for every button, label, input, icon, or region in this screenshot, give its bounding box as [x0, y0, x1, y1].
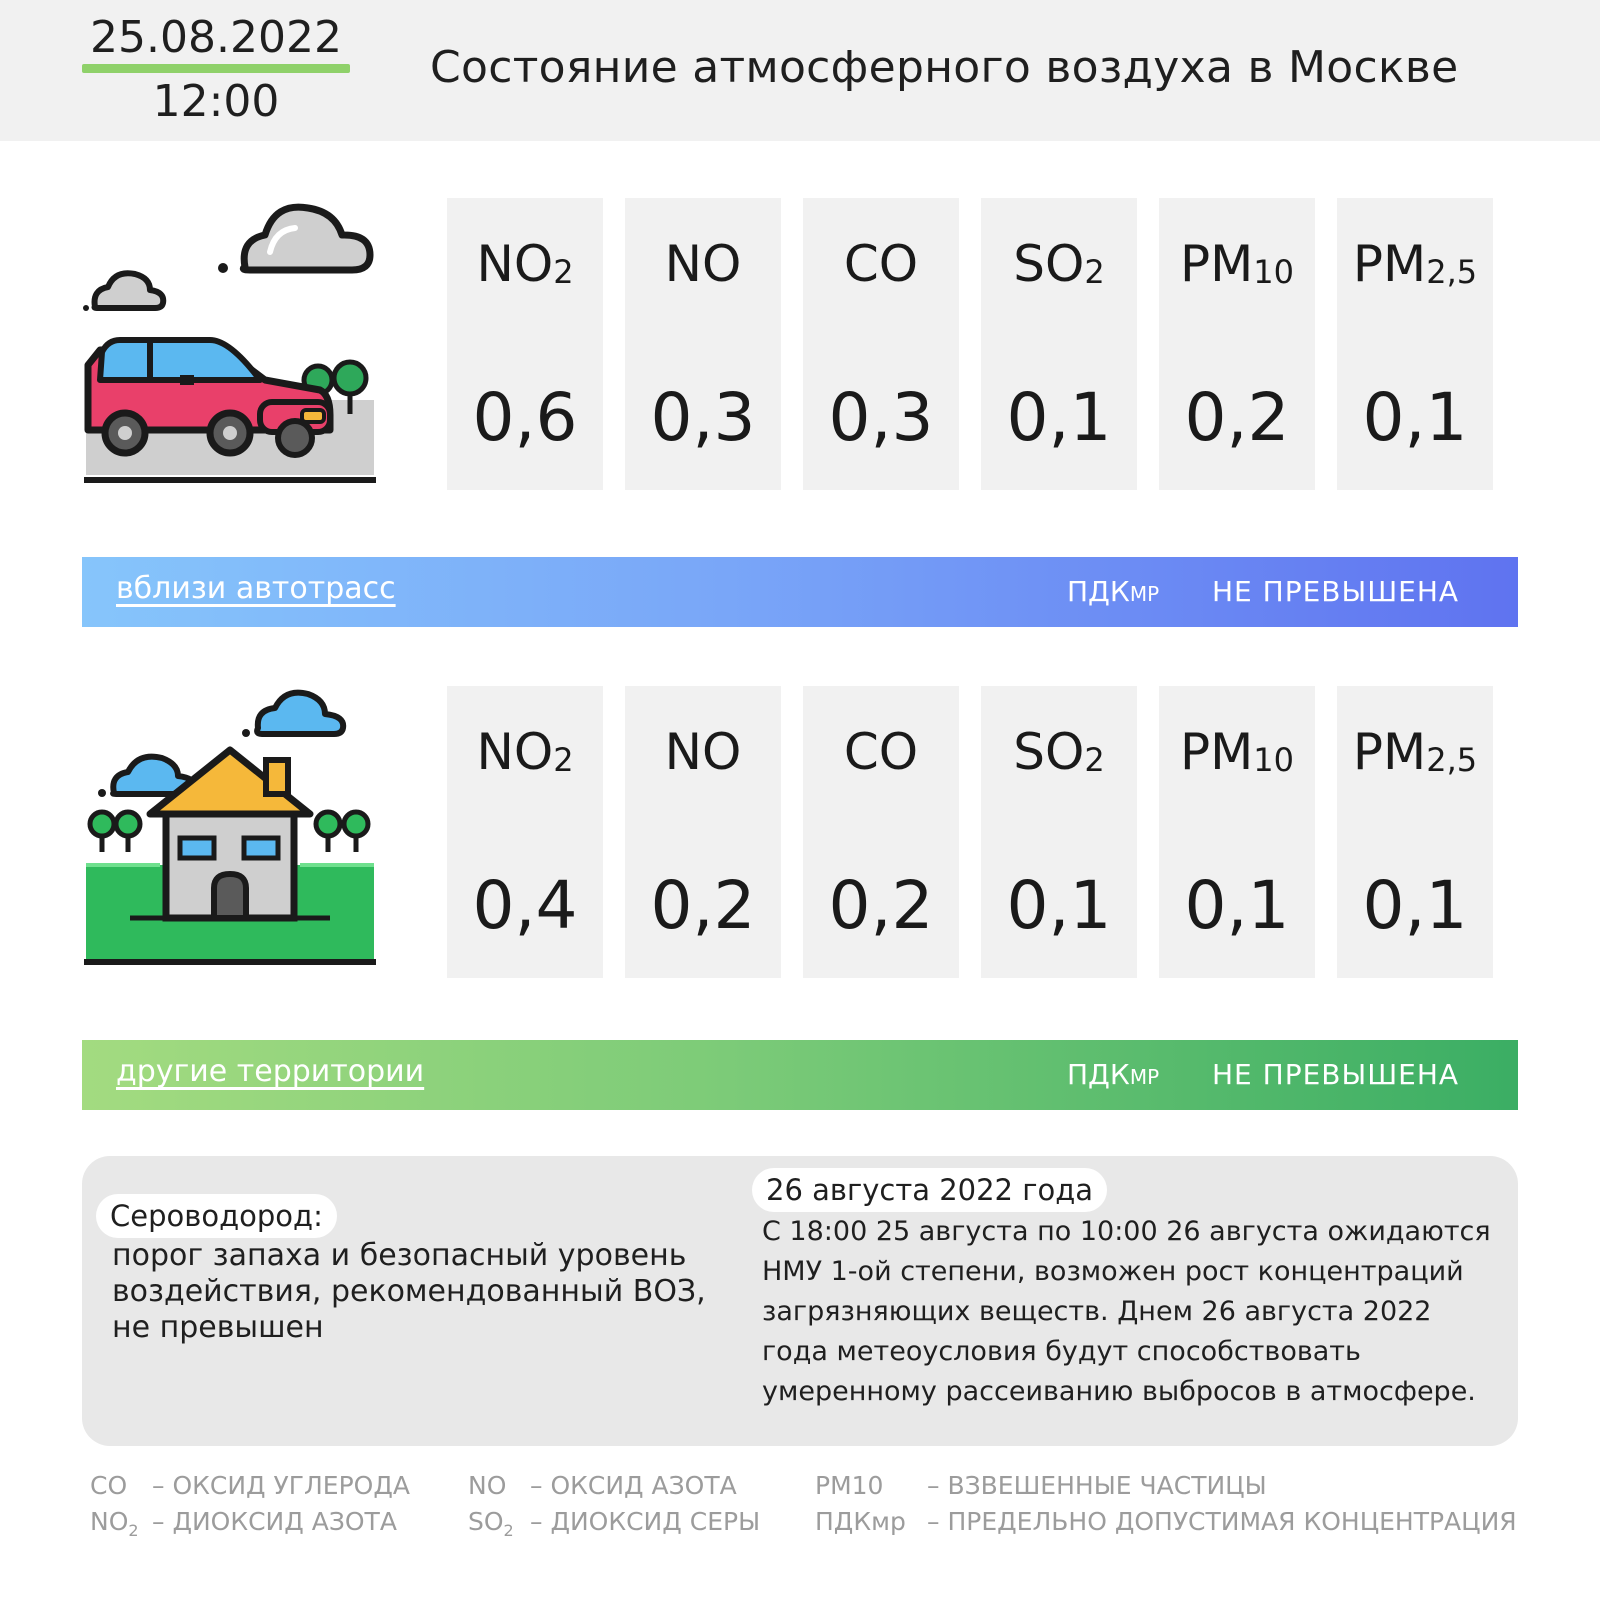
- label-main: SO: [1013, 723, 1085, 781]
- label-sub: 2,5: [1426, 253, 1478, 291]
- legend-row-co: [90, 1468, 410, 1504]
- card-pm25: [1337, 198, 1493, 490]
- pollutant-value: 0,3: [650, 379, 756, 456]
- legend-text: – ДИОКСИД СЕРЫ: [530, 1507, 761, 1536]
- forecast-date: 26 августа 2022 года: [752, 1168, 1107, 1212]
- legend-row-no2: [90, 1504, 410, 1549]
- legend-text: – ВЗВЕШЕННЫЕ ЧАСТИЦЫ: [927, 1471, 1267, 1500]
- page-title: Состояние атмосферного воздуха в Москве: [430, 42, 1459, 93]
- h2s-title: Сероводород:: [96, 1194, 337, 1238]
- pollutant-value: 0,1: [1184, 867, 1290, 944]
- card-co: [803, 686, 959, 978]
- status-text: НЕ ПРЕВЫШЕНА: [1212, 1058, 1460, 1091]
- label-main: NO: [476, 235, 554, 293]
- legend-abbr-main: SO: [468, 1507, 504, 1536]
- pollutant-value: 0,1: [1362, 867, 1468, 944]
- pollutant-label: [1159, 234, 1315, 300]
- legend-column-1: [90, 1468, 410, 1549]
- pollutant-value: 0,3: [828, 379, 934, 456]
- pdk-label: [1067, 1055, 1159, 1097]
- legend-row-pdk: [815, 1504, 1517, 1540]
- label-main: CO: [843, 235, 919, 293]
- card-so2: [981, 198, 1137, 490]
- label-sub: 2: [553, 741, 574, 779]
- pollutant-value: 0,6: [472, 379, 578, 456]
- card-no2: [447, 686, 603, 978]
- zone-link-other[interactable]: другие территории: [116, 1054, 425, 1089]
- legend-column-3: [815, 1468, 1517, 1540]
- pollutant-label: [803, 234, 959, 300]
- pollutant-value: 0,2: [1184, 379, 1290, 456]
- pollutant-label: [625, 722, 781, 788]
- card-pm10: [1159, 198, 1315, 490]
- status-text: НЕ ПРЕВЫШЕНА: [1212, 575, 1460, 608]
- card-pm25: [1337, 686, 1493, 978]
- car-road-illustration: [80, 190, 380, 500]
- legend-abbr-sub: 2: [503, 1521, 514, 1540]
- label-main: PM: [1352, 723, 1427, 781]
- label-main: NO: [476, 723, 554, 781]
- label-sub: 10: [1253, 741, 1294, 779]
- label-main: NO: [664, 235, 742, 293]
- label-main: CO: [843, 723, 919, 781]
- label-main: PM: [1179, 235, 1254, 293]
- legend-column-2: [468, 1468, 760, 1549]
- report-date: 25.08.2022: [90, 12, 342, 63]
- pollutant-label: [981, 722, 1137, 788]
- legend-row-no: [468, 1468, 760, 1504]
- label-main: PM: [1352, 235, 1427, 293]
- legend-text: – ОКСИД АЗОТА: [530, 1471, 737, 1500]
- report-time: 12:00: [152, 76, 280, 127]
- legend-text: – ДИОКСИД АЗОТА: [152, 1507, 397, 1536]
- legend-abbr: [468, 1504, 530, 1549]
- card-no2: [447, 198, 603, 490]
- pollutant-cards-highway: [447, 198, 1495, 490]
- pollutant-value: 0,1: [1006, 379, 1112, 456]
- label-sub: 2: [1084, 253, 1105, 291]
- pollutant-label: [981, 234, 1137, 300]
- date-time-block: [82, 12, 350, 129]
- pollutant-value: 0,1: [1362, 379, 1468, 456]
- legend-row-pm10: [815, 1468, 1517, 1504]
- pollutant-value: 0,2: [828, 867, 934, 944]
- pollutant-label: [803, 722, 959, 788]
- pollutant-value: 0,4: [472, 867, 578, 944]
- house-illustration: [80, 680, 380, 980]
- pollutant-value: 0,1: [1006, 867, 1112, 944]
- legend-abbr-sub: 2: [128, 1521, 139, 1540]
- legend-text: – ПРЕДЕЛЬНО ДОПУСТИМАЯ КОНЦЕНТРАЦИЯ: [927, 1507, 1517, 1536]
- pollutant-cards-other: [447, 686, 1495, 978]
- label-sub: 10: [1253, 253, 1294, 291]
- info-panel: [82, 1156, 1518, 1446]
- legend-text: – ОКСИД УГЛЕРОДА: [152, 1471, 410, 1500]
- card-pm10: [1159, 686, 1315, 978]
- h2s-text: порог запаха и безопасный уровень воздействия, рекомендованный ВОЗ, не превышен: [112, 1238, 706, 1345]
- zone-band-other: [82, 1040, 1518, 1110]
- legend-row-so2: [468, 1504, 760, 1549]
- pollutant-label: [447, 234, 603, 300]
- legend-abbr: PM10: [815, 1471, 884, 1500]
- legend-abbr: NO: [468, 1471, 507, 1500]
- card-co: [803, 198, 959, 490]
- pollutant-label: [447, 722, 603, 788]
- zone-band-highway: [82, 557, 1518, 627]
- house-icon: [80, 680, 380, 980]
- pollutant-label: [1159, 722, 1315, 788]
- legend-abbr: ПДКмр: [815, 1507, 906, 1536]
- zone-link-highway[interactable]: вблизи автотрасс: [116, 571, 396, 606]
- card-so2: [981, 686, 1137, 978]
- label-main: NO: [664, 723, 742, 781]
- legend-abbr: [90, 1504, 152, 1549]
- legend-abbr-main: NO: [90, 1507, 129, 1536]
- pollutant-value: 0,2: [650, 867, 756, 944]
- pollutant-label: [1337, 722, 1493, 788]
- pollutant-label: [1337, 234, 1493, 300]
- header: [0, 0, 1600, 141]
- card-no: [625, 686, 781, 978]
- pdk-label: [1067, 572, 1159, 614]
- car-icon: [80, 190, 380, 500]
- label-main: SO: [1013, 235, 1085, 293]
- legend-abbr: CO: [90, 1471, 128, 1500]
- label-main: PM: [1179, 723, 1254, 781]
- forecast-text: С 18:00 25 августа по 10:00 26 августа ожидаются НМУ 1-ой степени, возможен рост концентраций загрязняющих веществ. Днем 26 августа 2022 года метеоусловия будут способствовать умеренному рассеиванию выбросов в атмосфере.: [762, 1216, 1491, 1407]
- pdk-sub: МР: [1129, 1065, 1160, 1089]
- label-sub: 2: [1084, 741, 1105, 779]
- pdk-main: ПДК: [1067, 575, 1130, 608]
- pdk-main: ПДК: [1067, 1058, 1130, 1091]
- date-underline: [82, 64, 350, 73]
- card-no: [625, 198, 781, 490]
- label-sub: 2: [553, 253, 574, 291]
- pollutant-label: [625, 234, 781, 300]
- pdk-sub: МР: [1129, 582, 1160, 606]
- label-sub: 2,5: [1426, 741, 1478, 779]
